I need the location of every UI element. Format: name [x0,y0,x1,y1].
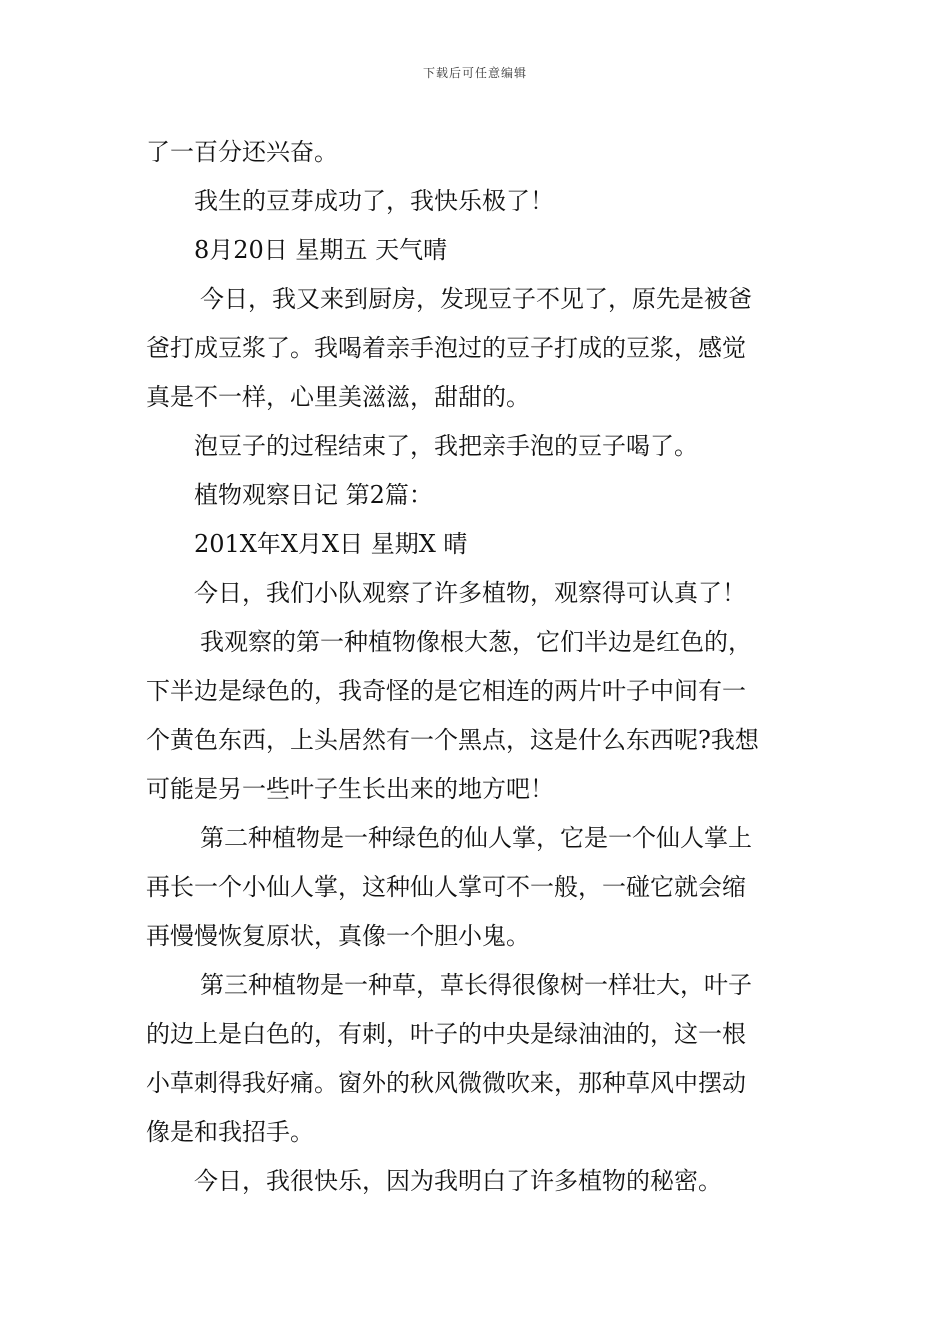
text-line: 像是和我招手。 [146,1118,314,1146]
text-line: 今日，我很快乐，因为我明白了许多植物的秘密。 [194,1167,722,1195]
document-body [146,128,806,1206]
text-line: 我生的豆芽成功了，我快乐极了！ [194,187,554,215]
text-line: 再慢慢恢复原状，真像一个胆小鬼。 [146,922,530,950]
text-line: 小草刺得我好痛。窗外的秋风微微吹来，那种草风中摆动 [146,1069,746,1097]
text-line: 下半边是绿色的，我奇怪的是它相连的两片叶子中间有一 [146,677,746,705]
text-line: 201X年X月X日 星期X 晴 [194,530,468,558]
text-line: 再长一个小仙人掌，这种仙人掌可不一般，一碰它就会缩 [146,873,746,901]
text-line: 第二种植物是一种绿色的仙人掌，它是一个仙人掌上 [200,824,752,852]
text-line: 真是不一样，心里美滋滋，甜甜的。 [146,383,530,411]
text-line: 的边上是白色的，有刺，叶子的中央是绿油油的，这一根 [146,1020,746,1048]
text-line: 今日，我们小队观察了许多植物，观察得可认真了！ [194,579,746,607]
text-line: 我观察的第一种植物像根大葱，它们半边是红色的， [200,628,752,656]
text-line: 植物观察日记 第2篇： [194,481,433,509]
text-line: 爸打成豆浆了。我喝着亲手泡过的豆子打成的豆浆，感觉 [146,334,746,362]
text-line: 个黄色东西，上头居然有一个黑点，这是什么东西呢?我想 [146,726,759,754]
text-line: 泡豆子的过程结束了，我把亲手泡的豆子喝了。 [194,432,698,460]
page-header-note: 下载后可任意编辑 [422,66,527,80]
text-line: 可能是另一些叶子生长出来的地方吧！ [146,775,554,803]
text-line: 了一百分还兴奋。 [146,138,338,166]
text-line: 8月20日 星期五 天气晴 [194,236,448,264]
text-line: 第三种植物是一种草，草长得很像树一样壮大，叶子 [200,971,752,999]
text-line: 今日，我又来到厨房，发现豆子不见了，原先是被爸 [200,285,752,313]
